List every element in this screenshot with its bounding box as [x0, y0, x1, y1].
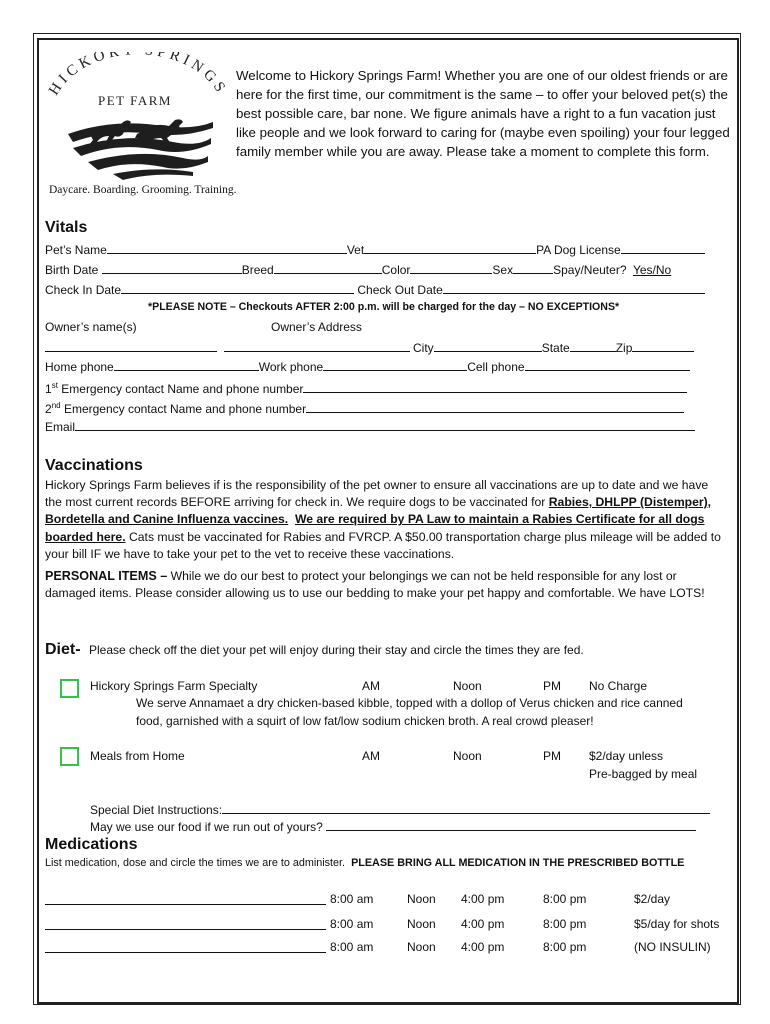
diet-home-am[interactable]: AM: [362, 749, 380, 763]
zip-field[interactable]: [632, 340, 694, 352]
vitals-row-1: [45, 242, 705, 257]
email-field[interactable]: [75, 419, 695, 431]
medication-charge-note: $2/day: [634, 892, 671, 906]
medication-time-option[interactable]: 8:00 pm: [543, 940, 587, 954]
special-diet-label: Special Diet Instructions:: [90, 803, 223, 817]
logo-graphic: [43, 52, 228, 200]
email-row: [45, 419, 695, 434]
sex-label: Sex: [492, 263, 514, 277]
owners-name-label: Owner’s name(s): [45, 320, 137, 334]
medication-time-option[interactable]: 4:00 pm: [461, 892, 505, 906]
emergency-1-label: Emergency contact Name and phone number: [61, 382, 304, 396]
vaccinations-tail: Cats must be vaccinated for Rabies and FVRCP. A $50.00 transportation charge plus mileage will be added to your bill IF we have to take your pet to the vet to receive these vaccinations.: [45, 529, 721, 561]
personal-items-text: While we do our best to protect your belongings we can not be held responsible for any lost or damaged items. Please consider allowing us to use our bedding to make your pet happy and comfortable. We have LOTS!: [45, 569, 705, 601]
diet-heading: Diet-: [45, 641, 81, 658]
owners-name-field[interactable]: [45, 340, 217, 352]
ordinal-sup: nd: [51, 401, 61, 410]
medication-charge-note: (NO INSULIN): [634, 940, 711, 954]
medication-name-field[interactable]: [45, 952, 326, 953]
bring-medication-notice: PLEASE BRING ALL MEDICATION IN THE PRESCRIBED BOTTLE: [351, 857, 685, 869]
personal-items-label: PERSONAL ITEMS –: [45, 569, 168, 583]
vet-label: Vet: [346, 243, 365, 257]
city-field[interactable]: [434, 340, 542, 352]
work-phone-label: Work phone: [258, 360, 324, 374]
diet-specialty-desc-1: We serve Annamaet a dry chicken-based kibble, topped with a dollop of Verus chicken and rice canned: [136, 696, 683, 710]
use-food-row: [90, 819, 696, 834]
medication-charge-note: $5/day for shots: [634, 917, 720, 931]
vitals-row-address: [45, 340, 694, 355]
diet-home-checkbox[interactable]: [60, 747, 79, 766]
special-diet-row: [90, 802, 710, 817]
check-out-field[interactable]: [443, 282, 705, 294]
required-vaccines: Rabies, DHLPP (Distemper), Bordetella and Canine Influenza vaccines.: [45, 495, 712, 527]
check-out-label: Check Out Date: [357, 283, 443, 297]
diet-specialty-name: Hickory Springs Farm Specialty: [90, 679, 258, 693]
checkout-note: *PLEASE NOTE – Checkouts AFTER 2:00 p.m. will be charged for the day – NO EXCEPTIONS*: [148, 301, 620, 313]
spay-neuter-label: Spay/Neuter?: [553, 263, 627, 277]
use-food-field[interactable]: [326, 819, 696, 831]
medication-time-option[interactable]: 8:00 am: [330, 917, 374, 931]
sex-field[interactable]: [513, 262, 553, 274]
ordinal-sup: st: [51, 381, 58, 390]
medication-time-option[interactable]: 8:00 pm: [543, 917, 587, 931]
color-label: Color: [381, 263, 411, 277]
emergency-1-field[interactable]: [303, 381, 687, 393]
vitals-row-phones: [45, 359, 690, 374]
diet-home-noon[interactable]: Noon: [453, 749, 482, 763]
diet-specialty-pm[interactable]: PM: [543, 679, 561, 693]
diet-specialty-price: No Charge: [589, 679, 648, 693]
diet-instructions: Please check off the diet your pet will enjoy during their stay and circle the times they are fed.: [89, 643, 584, 657]
diet-home-price-1: $2/day unless: [589, 749, 664, 763]
vet-field[interactable]: [364, 242, 536, 254]
emergency-contact-1: 1st Emergency contact Name and phone number: [45, 379, 687, 396]
birth-date-label: Birth Date: [45, 263, 99, 277]
state-field[interactable]: [570, 340, 616, 352]
diet-home-price-2: Pre-bagged by meal: [589, 767, 698, 781]
medication-time-option[interactable]: 4:00 pm: [461, 917, 505, 931]
medication-time-option[interactable]: Noon: [407, 940, 436, 954]
logo-brand-line: PET FARM: [97, 93, 173, 108]
pa-law-notice: We are required by PA Law to maintain a Rabies Certificate for all dogs boarded here.: [45, 512, 705, 544]
vitals-heading: Vitals: [45, 219, 88, 236]
medications-instructions-row: [45, 857, 684, 870]
pa-dog-license-label: PA Dog License: [536, 243, 621, 257]
personal-items-paragraph: [45, 568, 725, 602]
cell-phone-field[interactable]: [525, 359, 690, 371]
diet-home-name: Meals from Home: [90, 749, 185, 763]
yes-no-option[interactable]: Yes/No: [632, 263, 672, 277]
medication-name-field[interactable]: [45, 904, 326, 905]
breed-label: Breed: [241, 263, 274, 277]
medication-time-option[interactable]: Noon: [407, 917, 436, 931]
vaccinations-heading: Vaccinations: [45, 457, 143, 474]
medication-time-option[interactable]: Noon: [407, 892, 436, 906]
use-food-label: May we use our food if we run out of yours?: [90, 820, 323, 834]
breed-field[interactable]: [274, 262, 382, 274]
medication-time-option[interactable]: 4:00 pm: [461, 940, 505, 954]
logo-tagline: Daycare. Boarding. Grooming. Training.: [49, 184, 237, 196]
vitals-row-3: [45, 282, 705, 297]
special-diet-field[interactable]: [222, 802, 710, 814]
medication-time-option[interactable]: 8:00 am: [330, 940, 374, 954]
pa-dog-license-field[interactable]: [621, 242, 705, 254]
medications-instructions: List medication, dose and circle the times we are to administer.: [45, 857, 346, 869]
intro-paragraph: Welcome to Hickory Springs Farm! Whether you are one of our oldest friends or are here for the first time, our commitment is the same – to offer your beloved pet(s) the best possible care, bar none. We figure animals have a right to a fun vacation just like people and we look forward to caring for (maybe even spoiling) your four legged family member while you are away. Please take a moment to complete this form.: [236, 68, 730, 159]
owners-address-field[interactable]: [224, 340, 410, 352]
medication-time-option[interactable]: 8:00 am: [330, 892, 374, 906]
medication-name-field[interactable]: [45, 929, 326, 930]
work-phone-field[interactable]: [323, 359, 467, 371]
emergency-2-label: Emergency contact Name and phone number: [63, 402, 307, 416]
pets-name-field[interactable]: [107, 242, 347, 254]
color-field[interactable]: [410, 262, 492, 274]
home-phone-field[interactable]: [114, 359, 259, 371]
home-phone-label: Home phone: [45, 360, 114, 374]
hills-illustration: [68, 122, 213, 180]
vitals-row-2: [45, 262, 671, 277]
diet-home-pm[interactable]: PM: [543, 749, 561, 763]
vaccinations-paragraph: [45, 477, 725, 563]
diet-specialty-desc-2: food, garnished with a squirt of low fat/low sodium chicken broth. A real crowd pleaser!: [136, 714, 594, 728]
medication-time-option[interactable]: 8:00 pm: [543, 892, 587, 906]
emergency-contact-2: 2nd Emergency contact Name and phone number: [45, 399, 684, 416]
pets-name-label: Pet’s Name: [45, 243, 107, 257]
check-in-field[interactable]: [121, 282, 354, 294]
state-label: State: [541, 341, 570, 355]
emergency-2-field[interactable]: [306, 401, 684, 413]
diet-specialty-am[interactable]: AM: [362, 679, 380, 693]
vaccinations-text: Hickory Springs Farm believes if is the responsibility of the pet owner to ensure all vaccinations are up to date and we have the most current records BEFORE arriving for check in. We require dogs to be vaccinated for: [45, 478, 709, 510]
logo-arc-text: HICKOR PRINGS: [46, 52, 228, 99]
check-in-label: Check In Date: [45, 283, 122, 297]
owners-address-label: Owner’s Address: [271, 320, 362, 334]
zip-label: Zip: [615, 341, 633, 355]
city-label: City: [413, 341, 434, 355]
email-label: Email: [45, 420, 76, 434]
diet-specialty-noon[interactable]: Noon: [453, 679, 482, 693]
cell-phone-label: Cell phone: [467, 360, 525, 374]
farm-logo: [43, 52, 237, 200]
diet-specialty-checkbox[interactable]: [60, 679, 79, 698]
medications-heading: Medications: [45, 836, 138, 853]
birth-date-field[interactable]: [102, 262, 242, 274]
